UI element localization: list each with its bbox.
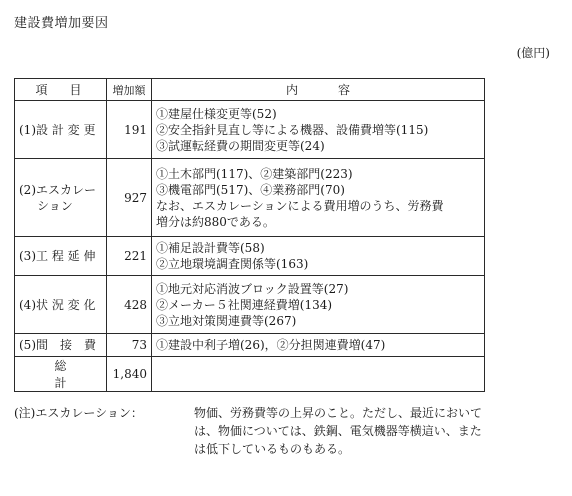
- row-item-label: (1)設 計 変 更: [15, 101, 107, 159]
- item-label-line: (2)エスカレー: [19, 182, 96, 197]
- row-item-label: (4)状 況 変 化: [15, 276, 107, 334]
- table-row: [15, 237, 485, 276]
- content-line: なお、エスカレーションによる費用増のうち、労務費: [156, 198, 444, 213]
- row-content: [152, 237, 485, 276]
- table-row: [15, 101, 485, 159]
- row-amount: 73: [107, 334, 152, 357]
- content-line: ③立地対策関連費等(267): [156, 313, 297, 328]
- content-line: ①土木部門(117)、②建築部門(223): [156, 166, 353, 181]
- total-row: [15, 357, 485, 392]
- header-amount: 増加額: [107, 79, 152, 101]
- row-content: [152, 276, 485, 334]
- total-amount: 1,840: [107, 357, 152, 392]
- row-content: [152, 159, 485, 237]
- row-content: [152, 334, 485, 357]
- content-line: ③機電部門(517)、④業務部門(70): [156, 182, 345, 197]
- row-amount: 428: [107, 276, 152, 334]
- footnote-body: [194, 404, 549, 458]
- footnote-label: (注)エスカレーション：: [14, 406, 143, 420]
- document-title: 建設費増加要因: [14, 16, 109, 31]
- content-line: 増分は約880である。: [156, 214, 275, 229]
- total-label: 総計: [15, 357, 107, 392]
- row-content: [152, 101, 485, 159]
- row-item-label: (5)間 接 費: [15, 334, 107, 357]
- row-item-label: (3)工 程 延 伸: [15, 237, 107, 276]
- content-line: ①地元対応消波ブロック設置等(27): [156, 281, 349, 296]
- content-line: ①建設中利子増(26)，②分担関連費増(47): [156, 338, 386, 352]
- table-row: [15, 276, 485, 334]
- header-content: 内容: [152, 79, 485, 101]
- unit-label: (億円): [516, 46, 550, 60]
- row-amount: 927: [107, 159, 152, 237]
- row-amount: 221: [107, 237, 152, 276]
- content-line: ①建屋仕様変更等(52): [156, 106, 277, 121]
- content-line: ①補足設計費等(58): [156, 241, 265, 255]
- footnote-line: 物価、労務費等の上昇のこと。ただし、最近において: [194, 406, 483, 420]
- content-line: ③試運転経費の期間変更等(24): [156, 138, 325, 153]
- content-line: ②立地環境調査関係等(163): [156, 257, 309, 271]
- table-row: [15, 334, 485, 357]
- footnote-line: は、物価については、鉄鋼、電気機器等横這い、また: [194, 424, 482, 438]
- total-content-empty: [152, 357, 485, 392]
- cost-increase-table: [14, 78, 485, 392]
- content-line: ②安全指針見直し等による機器、設備費増等(115): [156, 122, 429, 137]
- row-amount: 191: [107, 101, 152, 159]
- footnote-line: は低下しているものもある。: [194, 442, 351, 456]
- table-row: [15, 159, 485, 237]
- item-label-line: ション: [37, 198, 73, 213]
- row-item-label: [15, 159, 107, 237]
- content-line: ②メーカー５社関連経費増(134): [156, 297, 333, 312]
- header-item: 項目: [15, 79, 107, 101]
- table-header-row: [15, 79, 485, 101]
